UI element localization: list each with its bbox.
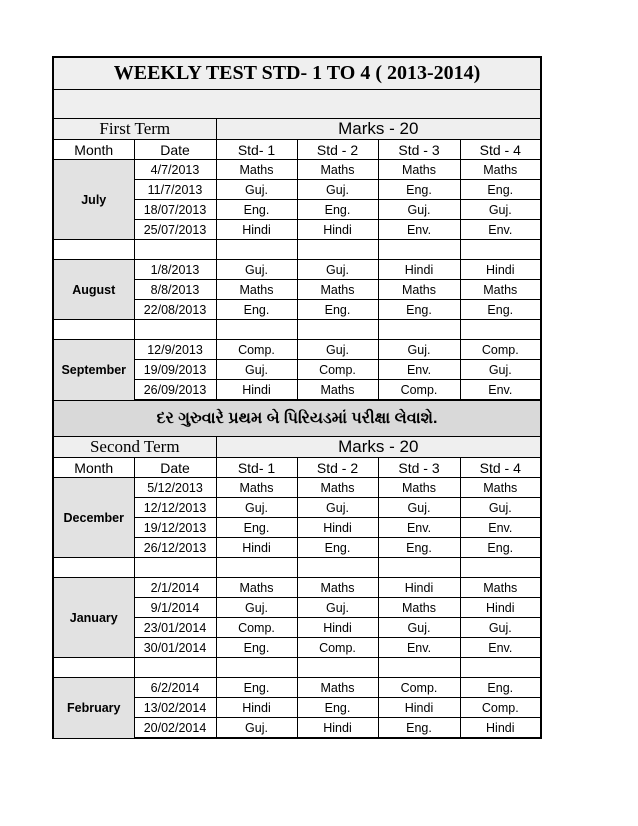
subject-cell: Eng. [297,300,378,320]
separator-row [53,658,541,678]
table-row [53,340,541,360]
empty-cell [53,658,134,678]
first-term-marks: Marks - 20 [216,119,541,140]
first-term-header-row [53,119,541,140]
schedule-table [52,56,542,739]
date-cell: 23/01/2014 [134,618,216,638]
subject-cell: Guj. [460,498,541,518]
empty-cell [216,320,297,340]
subject-cell: Eng. [460,180,541,200]
subject-cell: Env. [378,220,460,240]
empty-cell [134,320,216,340]
subject-cell: Hindi [378,698,460,718]
subject-cell: Maths [460,160,541,180]
date-cell: 19/09/2013 [134,360,216,380]
subject-cell: Maths [378,478,460,498]
date-cell: 18/07/2013 [134,200,216,220]
subject-cell: Hindi [216,698,297,718]
date-cell: 13/02/2014 [134,698,216,718]
subject-cell: Eng. [378,538,460,558]
subject-cell: Hindi [378,260,460,280]
subject-cell: Env. [378,518,460,538]
subject-cell: Eng. [460,678,541,698]
subject-cell: Hindi [460,718,541,739]
subject-cell: Maths [297,678,378,698]
subject-cell: Env. [460,638,541,658]
subject-cell: Env. [460,518,541,538]
date-cell: 1/8/2013 [134,260,216,280]
column-header: Std- 1 [216,140,297,160]
column-header: Std - 4 [460,140,541,160]
subject-cell: Eng. [216,518,297,538]
subject-cell: Guj. [460,618,541,638]
empty-cell [297,240,378,260]
column-header: Std - 4 [460,458,541,478]
empty-cell [378,558,460,578]
subject-cell: Hindi [460,260,541,280]
empty-cell [297,320,378,340]
second-term-column-headers [53,458,541,478]
subject-cell: Hindi [216,538,297,558]
empty-cell [378,320,460,340]
subject-cell: Eng. [216,638,297,658]
subject-cell: Maths [460,280,541,300]
subject-cell: Guj. [216,498,297,518]
subject-cell: Maths [297,578,378,598]
table-row [53,578,541,598]
subject-cell: Hindi [216,220,297,240]
subject-cell: Comp. [378,678,460,698]
page-title: WEEKLY TEST STD- 1 TO 4 ( 2013-2014) [53,57,541,90]
subject-cell: Eng. [297,200,378,220]
subject-cell: Env. [460,220,541,240]
date-cell: 4/7/2013 [134,160,216,180]
subject-cell: Eng. [460,538,541,558]
column-header: Month [53,140,134,160]
subject-cell: Guj. [216,180,297,200]
subject-cell: Guj. [460,200,541,220]
subject-cell: Maths [216,280,297,300]
subject-cell: Guj. [297,498,378,518]
empty-cell [134,658,216,678]
subject-cell: Guj. [297,340,378,360]
subject-cell: Guj. [216,718,297,739]
table-row [53,478,541,498]
column-header: Std - 2 [297,140,378,160]
date-cell: 25/07/2013 [134,220,216,240]
empty-cell [460,558,541,578]
subject-cell: Comp. [297,638,378,658]
empty-cell [53,320,134,340]
date-cell: 8/8/2013 [134,280,216,300]
empty-cell [460,320,541,340]
date-cell: 30/01/2014 [134,638,216,658]
subject-cell: Eng. [378,300,460,320]
separator-row [53,320,541,340]
subject-cell: Guj. [378,618,460,638]
separator-row [53,558,541,578]
subject-cell: Eng. [378,180,460,200]
empty-cell [297,658,378,678]
subject-cell: Eng. [297,698,378,718]
subject-cell: Guj. [216,360,297,380]
month-cell: January [53,578,134,658]
subject-cell: Maths [297,280,378,300]
subject-cell: Env. [378,638,460,658]
note-row [53,400,541,437]
subject-cell: Maths [216,160,297,180]
month-cell: December [53,478,134,558]
subject-cell: Guj. [297,260,378,280]
subject-cell: Comp. [460,698,541,718]
column-header: Std - 3 [378,458,460,478]
date-cell: 12/9/2013 [134,340,216,360]
subject-cell: Hindi [297,220,378,240]
date-cell: 11/7/2013 [134,180,216,200]
empty-cell [460,240,541,260]
month-cell: September [53,340,134,401]
month-cell: August [53,260,134,320]
column-header: Month [53,458,134,478]
empty-cell [297,558,378,578]
second-term-header-row [53,437,541,458]
subject-cell: Eng. [297,538,378,558]
separator-row [53,240,541,260]
date-cell: 26/12/2013 [134,538,216,558]
subject-cell: Guj. [378,340,460,360]
subject-cell: Env. [378,360,460,380]
column-header: Date [134,458,216,478]
subject-cell: Comp. [297,360,378,380]
date-cell: 22/08/2013 [134,300,216,320]
subject-cell: Comp. [216,340,297,360]
date-cell: 9/1/2014 [134,598,216,618]
subject-cell: Hindi [297,518,378,538]
subject-cell: Hindi [297,618,378,638]
empty-cell [378,658,460,678]
empty-cell [216,558,297,578]
subject-cell: Maths [460,478,541,498]
subject-cell: Hindi [216,380,297,401]
date-cell: 12/12/2013 [134,498,216,518]
subject-cell: Eng. [216,200,297,220]
empty-cell [53,240,134,260]
subject-cell: Maths [216,478,297,498]
subject-cell: Hindi [460,598,541,618]
empty-cell [134,558,216,578]
subject-cell: Eng. [216,678,297,698]
subject-cell: Maths [216,578,297,598]
subject-cell: Guj. [378,200,460,220]
subject-cell: Guj. [460,360,541,380]
subject-cell: Guj. [378,498,460,518]
table-row [53,160,541,180]
date-cell: 26/09/2013 [134,380,216,401]
month-cell: February [53,678,134,739]
subject-cell: Env. [460,380,541,401]
date-cell: 19/12/2013 [134,518,216,538]
first-term-column-headers [53,140,541,160]
date-cell: 5/12/2013 [134,478,216,498]
subject-cell: Hindi [297,718,378,739]
subject-cell: Guj. [216,598,297,618]
date-cell: 20/02/2014 [134,718,216,739]
column-header: Std- 1 [216,458,297,478]
subject-cell: Eng. [378,718,460,739]
subject-cell: Hindi [378,578,460,598]
subject-cell: Comp. [378,380,460,401]
empty-cell [216,658,297,678]
subject-cell: Maths [378,160,460,180]
table-row [53,260,541,280]
subject-cell: Eng. [460,300,541,320]
subject-cell: Guj. [297,598,378,618]
subject-cell: Maths [378,598,460,618]
subject-cell: Maths [460,578,541,598]
subject-cell: Guj. [216,260,297,280]
subject-cell: Eng. [216,300,297,320]
second-term-label: Second Term [53,437,216,458]
empty-cell [134,240,216,260]
subject-cell: Maths [297,478,378,498]
subject-cell: Maths [378,280,460,300]
blank-band [53,90,541,119]
subject-cell: Guj. [297,180,378,200]
exam-note: દર ગુરુવારે પ્રથમ બે પિરિયડમાં પરીક્ષા લેવાશે. [53,400,541,437]
test-schedule-sheet [52,56,540,739]
empty-cell [460,658,541,678]
subject-cell: Comp. [460,340,541,360]
column-header: Std - 2 [297,458,378,478]
month-cell: July [53,160,134,240]
subject-cell: Maths [297,380,378,401]
date-cell: 6/2/2014 [134,678,216,698]
empty-cell [53,558,134,578]
subject-cell: Comp. [216,618,297,638]
empty-cell [378,240,460,260]
date-cell: 2/1/2014 [134,578,216,598]
empty-cell [216,240,297,260]
table-row [53,678,541,698]
column-header: Date [134,140,216,160]
second-term-marks: Marks - 20 [216,437,541,458]
column-header: Std - 3 [378,140,460,160]
subject-cell: Maths [297,160,378,180]
first-term-label: First Term [53,119,216,140]
